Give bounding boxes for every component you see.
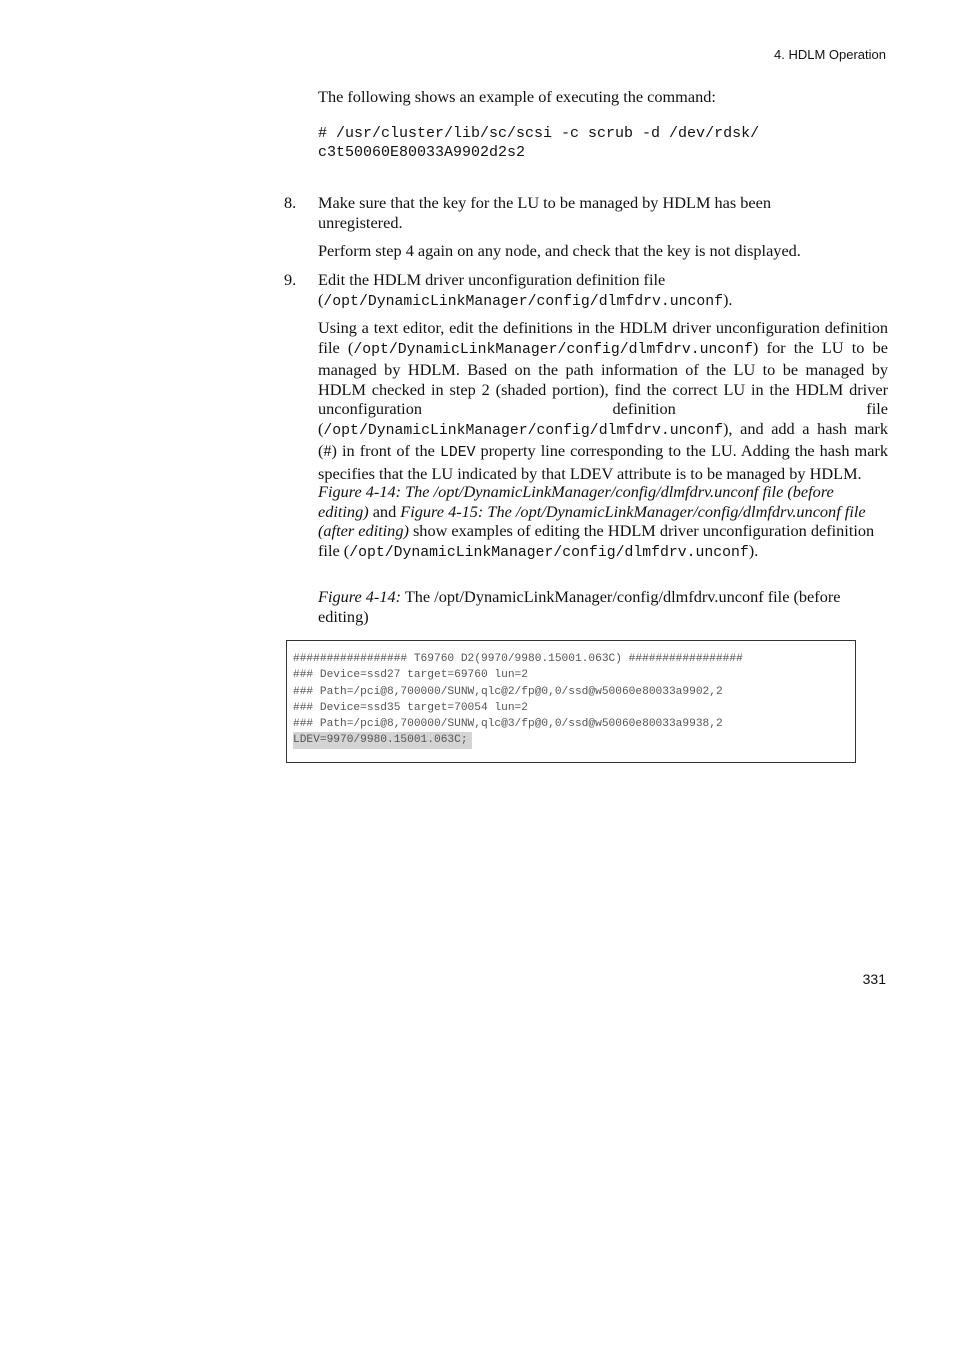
step-9-number: 9. [284, 270, 297, 289]
file-line: ################# T69760 D2(9970/9980.15001.063C) ################# [293, 653, 743, 665]
step-8-detail: Perform step 4 again on any node, and check that the key is not displayed. [318, 241, 801, 260]
config-path: /opt/DynamicLinkManager/config/dlmfdrv.unconf [323, 293, 724, 310]
step-9-text: Edit the HDLM driver unconfiguration definition file (/opt/DynamicLinkManager/config/dlmfdrv.unconf). [318, 270, 733, 310]
figure-4-15-link[interactable]: Figure 4-15: The /opt/DynamicLinkManager/config/dlmfdrv.unconf file (after editing) [318, 501, 866, 540]
highlighted-ldev-line: LDEV=9970/9980.15001.063C; [293, 732, 472, 748]
config-file-content [293, 651, 743, 749]
command-line-1: # /usr/cluster/lib/sc/scsi -c scrub -d /dev/rdsk/ [318, 125, 760, 142]
figure-label: Figure 4-14: [318, 587, 402, 606]
file-line: ### Path=/pci@8,700000/SUNW,qlc@3/fp@0,0/ssd@w50060e80033a9938,2 [293, 718, 723, 731]
figure-4-14-link[interactable]: Figure 4-14: The /opt/DynamicLinkManager/config/dlmfdrv.unconf file (before editing) [318, 482, 834, 521]
step-8-text: Make sure that the key for the LU to be managed by HDLM has been unregistered. [318, 193, 772, 232]
running-header: 4. HDLM Operation [774, 47, 886, 62]
step-9-paragraph: Using a text editor, edit the definitions in the HDLM driver unconfiguration definition file (/opt/DynamicLinkManager/config/dlmfdrv.unconf) for the LU to be managed by HDLM. Based on the path information of the LU to be managed by HDLM checked in step 2 (shaded portion), find the correct LU in the HDLM driver unconfiguration definition file (/opt/DynamicLinkManager/config/dlmfdrv.unconf), and add a hash mark (#) in front of the LDEV property line corresponding to the LU. Adding the hash mark specifies that the LU indicated by that LDEV attribute is to be managed by HDLM. [318, 318, 888, 483]
intro-text: The following shows an example of executing the command: [318, 87, 716, 106]
step-8-number: 8. [284, 193, 297, 212]
figure-caption [318, 587, 848, 626]
file-line: ### Device=ssd27 target=69760 lun=2 [293, 669, 528, 682]
step-9-figure-reference: Figure 4-14: The /opt/DynamicLinkManager/config/dlmfdrv.unconf file (before editing) and Figure 4-15: The /opt/DynamicLinkManager/config/dlmfdrv.unconf file (after editing) show examples of editing the HDLM driver unconfiguration definition file (/opt/DynamicLinkManager/config/dlmfdrv.unconf). [318, 482, 875, 561]
config-file-listing [286, 640, 856, 763]
figure-caption-text: The /opt/DynamicLinkManager/config/dlmfdrv.unconf file (before editing) [318, 587, 841, 626]
file-line: ### Device=ssd35 target=70054 lun=2 [293, 701, 528, 714]
page-number: 331 [862, 971, 886, 987]
command-example [318, 124, 759, 162]
file-line: ### Path=/pci@8,700000/SUNW,qlc@2/fp@0,0/ssd@w50060e80033a9902,2 [293, 685, 723, 698]
command-line-2: c3t50060E80033A9902d2s2 [318, 144, 526, 161]
